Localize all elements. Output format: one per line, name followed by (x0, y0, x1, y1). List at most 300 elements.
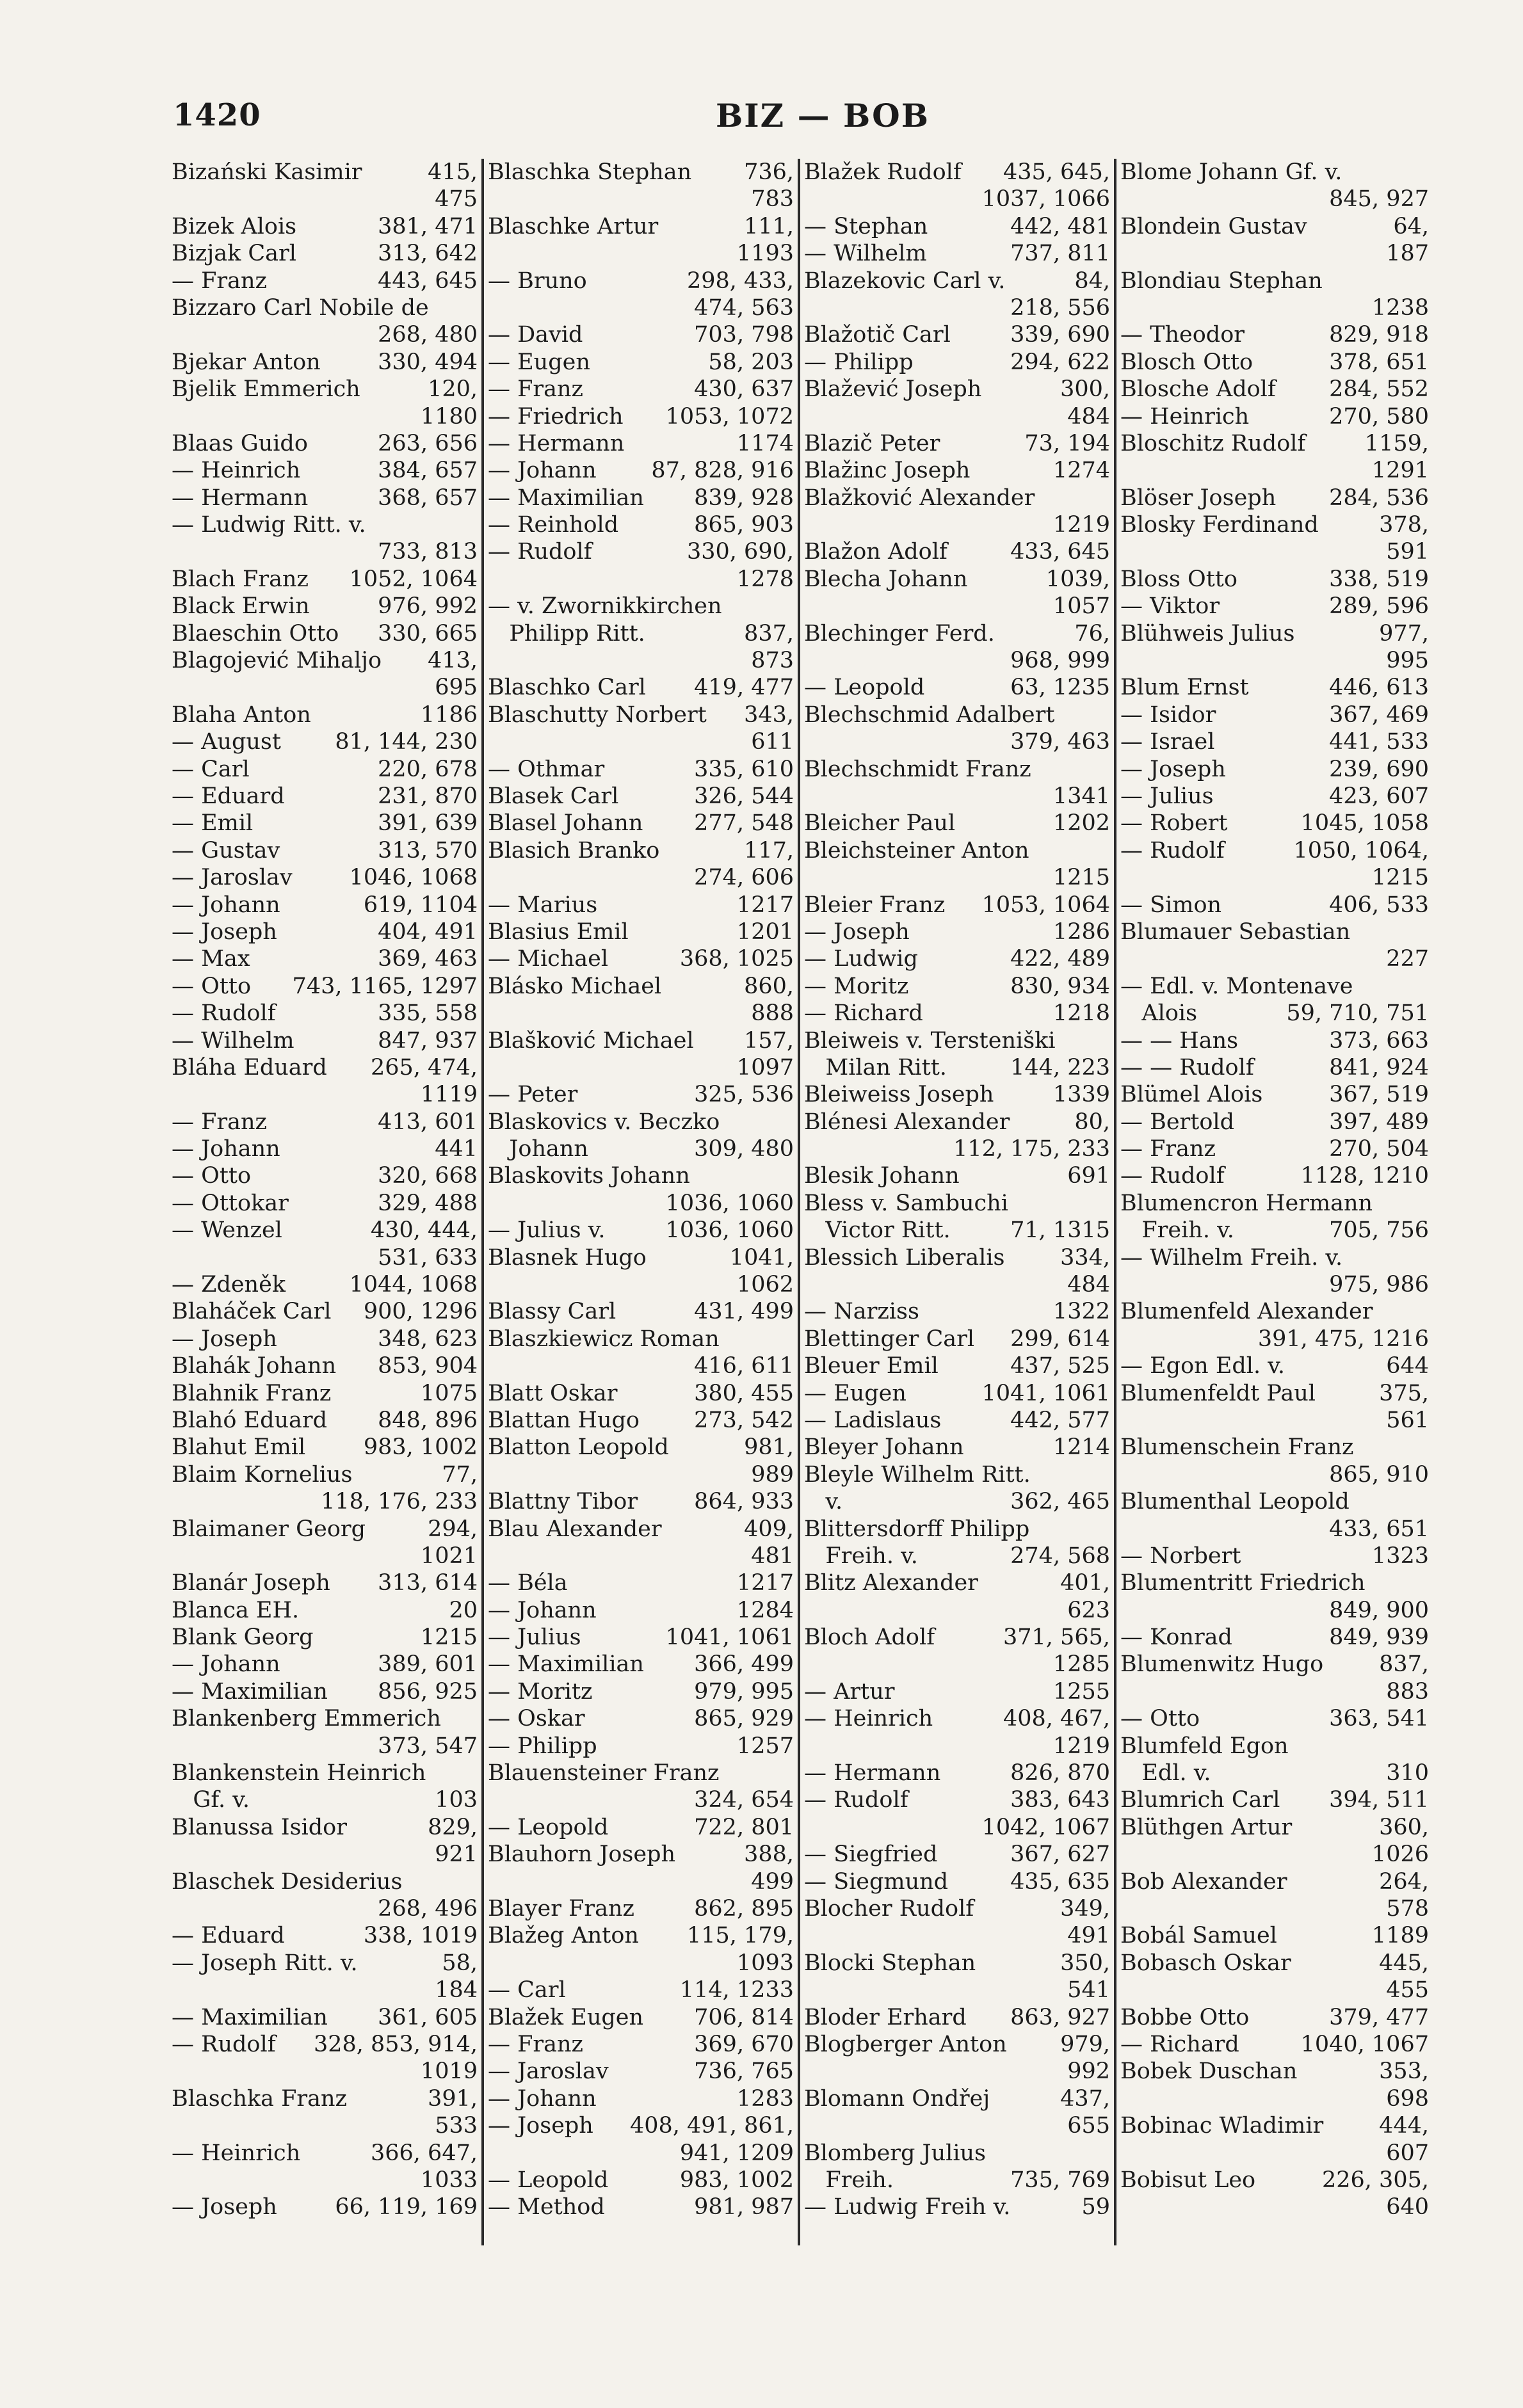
index-entry-line (1120, 1434, 1429, 1461)
index-entry-line (172, 566, 478, 593)
entry-name: — Method (488, 2194, 605, 2220)
entry-page-refs: 339, 690 (1010, 322, 1110, 348)
entry-name: Blaim Kornelius (172, 1461, 353, 1488)
entry-page-refs: 491 (1067, 1923, 1110, 1949)
index-entry-line (1120, 2112, 1429, 2139)
index-entry-line (1120, 2085, 1429, 2112)
entry-name: Blöser Joseph (1120, 485, 1277, 511)
entry-page-refs: 435, 645, (1003, 159, 1110, 185)
entry-name: — Leopold (488, 2167, 609, 2193)
index-entry-line (804, 2140, 1110, 2167)
entry-name: Bloss Otto (1120, 566, 1237, 592)
entry-page-refs: 367, 519 (1329, 1082, 1429, 1108)
index-entry-line (804, 1136, 1110, 1162)
index-entry-line (488, 864, 794, 891)
entry-page-refs: 845, 927 (1329, 186, 1429, 213)
index-entry-line (488, 1760, 794, 1786)
index-entry-line (172, 892, 478, 919)
index-entry-line (172, 756, 478, 783)
entry-page-refs: 437, (1060, 2085, 1110, 2112)
index-entry-line (1120, 1380, 1429, 1407)
index-entry-line (804, 1950, 1110, 1977)
index-entry-line (488, 702, 794, 728)
index-entry-line (172, 1244, 478, 1271)
entry-page-refs: 695 (435, 675, 478, 701)
entry-name: — — Rudolf (1120, 1054, 1254, 1080)
index-entry-line (804, 973, 1110, 1000)
index-entry-line (172, 240, 478, 267)
entry-name: Blühweis Julius (1120, 620, 1295, 646)
entry-name: Blayer Franz (488, 1896, 634, 1922)
index-entry-line (1120, 783, 1429, 810)
index-entry-line (804, 349, 1110, 376)
index-entry-line (488, 620, 794, 647)
index-entry-line (172, 1000, 478, 1027)
entry-page-refs: 84, (1074, 268, 1110, 294)
index-entry-line (172, 268, 478, 294)
entry-page-refs: 330, 690, (687, 539, 794, 565)
index-entry-line (1120, 1569, 1429, 1596)
index-entry-line (1120, 1760, 1429, 1786)
index-entry-line (488, 1434, 794, 1461)
entry-page-refs: 80, (1074, 1109, 1110, 1135)
entry-page-refs: 73, 194 (1024, 430, 1110, 456)
entry-page-refs: 313, 614 (378, 1570, 478, 1596)
index-entry-line (804, 403, 1110, 430)
entry-page-refs: 499 (751, 1868, 794, 1895)
entry-page-refs: 367, 627 (1010, 1842, 1110, 1868)
entry-page-refs: 328, 853, 914, (313, 2031, 478, 2057)
entry-name: Blaeschin Otto (172, 620, 339, 646)
entry-page-refs: 348, 623 (378, 1326, 478, 1352)
entry-page-refs: 375, (1379, 1380, 1429, 1406)
index-entry-line (1120, 1597, 1429, 1624)
index-entry-line (172, 2085, 478, 2112)
entry-name: Bloschitz Rudolf (1120, 430, 1306, 456)
entry-page-refs: 1186 (420, 702, 478, 728)
entry-name: Blasek Carl (488, 783, 619, 809)
entry-name: — Franz (488, 2031, 583, 2057)
entry-page-refs: 561 (1386, 1407, 1429, 1433)
entry-page-refs: 1062 (736, 1272, 794, 1298)
index-entry-line (804, 1895, 1110, 1922)
entry-page-refs: 1097 (736, 1054, 794, 1080)
entry-page-refs: 273, 542 (694, 1407, 794, 1433)
entry-page-refs: 976, 992 (378, 593, 478, 620)
entry-name: — Siegmund (804, 1868, 949, 1895)
entry-page-refs: 378, 651 (1329, 349, 1429, 375)
index-entry-line (172, 1977, 478, 2003)
index-entry-line (804, 376, 1110, 403)
index-entry-line (488, 1000, 794, 1027)
entry-name: Blomberg Julius (804, 2140, 987, 2166)
index-entry-line (488, 1705, 794, 1732)
index-entry-line (488, 2004, 794, 2031)
entry-page-refs: 737, 811 (1010, 241, 1110, 267)
index-entry-line (1120, 403, 1429, 430)
entry-name: Blénesi Alexander (804, 1109, 1010, 1135)
index-entry-line (1120, 1814, 1429, 1841)
entry-page-refs: 888 (751, 1000, 794, 1027)
index-entry-line (488, 213, 794, 240)
entry-page-refs: 1180 (420, 403, 478, 429)
entry-name: — Friedrich (488, 403, 624, 429)
entry-page-refs: 76, (1074, 620, 1110, 646)
index-entry-line (488, 1516, 794, 1543)
entry-page-refs: 77, (442, 1461, 478, 1488)
entry-page-refs: 391, 639 (378, 810, 478, 837)
index-entry-line (172, 1516, 478, 1543)
index-entry-line (804, 756, 1110, 783)
entry-page-refs: 853, 904 (378, 1353, 478, 1379)
entry-name: — — Hans (1120, 1027, 1239, 1054)
entry-page-refs: 350, (1060, 1950, 1110, 1976)
entry-page-refs: 1215 (1371, 865, 1429, 891)
entry-page-refs: 187 (1386, 241, 1429, 267)
entry-page-refs: 1214 (1052, 1434, 1110, 1461)
index-entry-line (804, 945, 1110, 972)
index-entry-line (172, 321, 478, 348)
index-entry-line (1120, 1922, 1429, 1949)
entry-name: — Rudolf (172, 1000, 276, 1027)
entry-name: Blaháček Carl (172, 1299, 332, 1325)
index-entry-line (1120, 1271, 1429, 1298)
entry-page-refs: 227 (1386, 946, 1429, 972)
index-entry-line (488, 1081, 794, 1108)
index-entry-line (172, 1705, 478, 1732)
index-entry-line (1120, 1326, 1429, 1352)
entry-name: Blettinger Carl (804, 1326, 975, 1352)
entry-page-refs: 324, 654 (694, 1787, 794, 1813)
entry-name: Philipp Ritt. (488, 620, 645, 646)
entry-page-refs: 313, 570 (378, 837, 478, 863)
entry-page-refs: 736, (744, 159, 794, 185)
entry-page-refs: 326, 544 (694, 783, 794, 809)
index-entry-line (1120, 1488, 1429, 1515)
entry-name: — Franz (172, 268, 267, 294)
entry-name: — Max (172, 946, 250, 972)
entry-name: Blahó Eduard (172, 1407, 328, 1433)
entry-name: — Franz (1120, 1136, 1216, 1162)
index-entry-line (488, 186, 794, 213)
entry-page-refs: 1323 (1371, 1543, 1429, 1569)
index-entry-line (804, 2004, 1110, 2031)
entry-name: Victor Ritt. (804, 1217, 951, 1244)
index-entry-line (172, 2004, 478, 2031)
index-entry-line (1120, 159, 1429, 186)
index-entry-line (488, 1651, 794, 1678)
index-entry-line (488, 1543, 794, 1569)
index-entry-line (804, 1000, 1110, 1027)
entry-name: Freih. v. (1120, 1217, 1234, 1244)
entry-name: Alois (1120, 1000, 1198, 1027)
entry-page-refs: 705, 756 (1329, 1217, 1429, 1244)
entry-page-refs: 338, 1019 (363, 1923, 478, 1949)
entry-page-refs: 1019 (420, 2059, 478, 2085)
entry-name: Blaas Guido (172, 430, 308, 456)
entry-name: — Rudolf (488, 539, 592, 565)
entry-page-refs: 441, 533 (1329, 729, 1429, 755)
entry-name: Blattan Hugo (488, 1407, 640, 1433)
entry-name: Bláha Eduard (172, 1054, 327, 1080)
entry-name: — Ludwig (804, 946, 918, 972)
entry-name: Blomann Ondřej (804, 2085, 990, 2112)
entry-page-refs: 362, 465 (1010, 1489, 1110, 1515)
index-entry-line (172, 945, 478, 972)
index-entry-line (804, 1760, 1110, 1786)
index-entry-line (804, 1081, 1110, 1108)
index-entry-line (1120, 349, 1429, 376)
entry-name: Blanár Joseph (172, 1570, 330, 1596)
entry-name: — Michael (488, 946, 609, 972)
entry-page-refs: 1093 (736, 1950, 794, 1976)
entry-name: — Edl. v. Montenave (1120, 973, 1353, 999)
entry-name: Blásko Michael (488, 973, 662, 999)
entry-page-refs: 849, 939 (1329, 1625, 1429, 1651)
entry-page-refs: 289, 596 (1329, 593, 1429, 620)
entry-page-refs: 1189 (1371, 1923, 1429, 1949)
entry-page-refs: 706, 814 (694, 2004, 794, 2030)
entry-name: Blankenstein Heinrich (172, 1760, 426, 1786)
entry-name: — Norbert (1120, 1543, 1241, 1569)
entry-name: Blitz Alexander (804, 1570, 978, 1596)
entry-page-refs: 349, (1060, 1896, 1110, 1922)
entry-page-refs: 862, 895 (694, 1896, 794, 1922)
entry-name: — Joseph (804, 919, 910, 945)
entry-name: — Otto (172, 973, 252, 999)
entry-name: Blecha Johann (804, 566, 968, 592)
entry-name: v. (804, 1489, 843, 1515)
entry-name: — Konrad (1120, 1625, 1232, 1651)
entry-page-refs: 484 (1067, 1272, 1110, 1298)
entry-page-refs: 829, (428, 1814, 478, 1840)
entry-page-refs: 325, 536 (694, 1082, 794, 1108)
index-entry-line (488, 349, 794, 376)
entry-page-refs: 591 (1386, 539, 1429, 565)
index-entry-line (488, 1054, 794, 1081)
index-entry-line (804, 1109, 1110, 1136)
entry-name: — Carl (172, 756, 250, 782)
entry-page-refs: 270, 580 (1329, 403, 1429, 429)
entry-page-refs: 59, 710, 751 (1286, 1000, 1429, 1027)
entry-name: Bleyer Johann (804, 1434, 964, 1461)
index-entry-line (488, 1136, 794, 1162)
entry-page-refs: 1045, 1058 (1300, 810, 1429, 837)
index-entry-line (1120, 2031, 1429, 2058)
index-entry-line (804, 2058, 1110, 2085)
index-entry-line (488, 1407, 794, 1434)
entry-page-refs: 1041, 1061 (665, 1625, 794, 1651)
index-entry-line (804, 2194, 1110, 2220)
entry-page-refs: 992 (1067, 2059, 1110, 2085)
entry-name: Bobisut Leo (1120, 2167, 1256, 2193)
entry-page-refs: 335, 610 (694, 756, 794, 782)
index-entry-line (804, 430, 1110, 457)
index-entry-line (172, 1081, 478, 1108)
index-entry-line (1120, 1352, 1429, 1379)
entry-name: — Viktor (1120, 593, 1220, 620)
entry-page-refs: 277, 548 (694, 810, 794, 837)
entry-name: Bobasch Oskar (1120, 1950, 1291, 1976)
index-entry-line (488, 1977, 794, 2003)
index-entry-line (488, 1950, 794, 1977)
entry-page-refs: 1041, 1061 (981, 1380, 1110, 1406)
entry-name: Blasius Emil (488, 919, 629, 945)
entry-page-refs: 391, (428, 2085, 478, 2112)
entry-page-refs: 1053, 1064 (981, 892, 1110, 918)
entry-page-refs: 968, 999 (1010, 648, 1110, 674)
entry-name: Blüthgen Artur (1120, 1814, 1293, 1840)
entry-page-refs: 433, 651 (1329, 1516, 1429, 1542)
index-entry-line (172, 2194, 478, 2220)
entry-name: Blatton Leopold (488, 1434, 669, 1461)
entry-name: Johann (488, 1136, 588, 1162)
entry-name: — Egon Edl. v. (1120, 1353, 1285, 1379)
index-entry-line (488, 892, 794, 919)
entry-page-refs: 1274 (1052, 458, 1110, 484)
index-entry-line (804, 837, 1110, 864)
index-entry-line (172, 702, 478, 728)
entry-name: — Rudolf (804, 1787, 908, 1813)
entry-name: — Julius (1120, 783, 1214, 809)
entry-page-refs: 1041, (729, 1244, 794, 1271)
index-entry-line (1120, 1733, 1429, 1760)
index-entry-line (488, 403, 794, 430)
entry-page-refs: 1283 (736, 2085, 794, 2112)
entry-name: Bizzaro Carl Nobile de (172, 294, 429, 321)
entry-page-refs: 445, (1379, 1950, 1429, 1976)
entry-page-refs: 64, (1393, 213, 1429, 239)
entry-name: Blažon Adolf (804, 539, 947, 565)
entry-page-refs: 416, 611 (694, 1353, 794, 1379)
entry-name: Blum Ernst (1120, 675, 1249, 701)
entry-name: Blocher Rudolf (804, 1896, 974, 1922)
entry-page-refs: 20 (449, 1597, 478, 1623)
index-entry-line (804, 1841, 1110, 1868)
index-entry-line (1120, 1217, 1429, 1244)
index-entry-line (488, 1597, 794, 1624)
entry-name: Blaimaner Georg (172, 1516, 366, 1542)
index-entry-line (172, 1786, 478, 1813)
entry-page-refs: 623 (1067, 1597, 1110, 1623)
index-entry-line (1120, 1081, 1429, 1108)
entry-name: Blattny Tibor (488, 1489, 638, 1515)
index-entry-line (804, 1651, 1110, 1678)
entry-name: Bleicher Paul (804, 810, 956, 837)
entry-name: — Rudolf (1120, 1163, 1225, 1189)
index-entry-line (488, 647, 794, 674)
index-entry-line (1120, 810, 1429, 837)
index-entry-line (1120, 1298, 1429, 1325)
index-entry-line (1120, 1950, 1429, 1977)
entry-page-refs: 736, 765 (694, 2059, 794, 2085)
entry-page-refs: 383, 643 (1010, 1787, 1110, 1813)
index-entry-line (172, 1733, 478, 1760)
index-entry-line (1120, 1461, 1429, 1488)
entry-page-refs: 837, (1379, 1651, 1429, 1678)
index-entry-line (804, 485, 1110, 511)
index-entry-line (1120, 1786, 1429, 1813)
index-entry-line (488, 1895, 794, 1922)
index-entry-line (804, 1488, 1110, 1515)
entry-page-refs: 1021 (420, 1543, 478, 1569)
entry-name: — Leopold (804, 675, 925, 701)
index-columns (168, 159, 1448, 2245)
index-entry-line (1120, 593, 1429, 620)
entry-name: Freih. (804, 2167, 894, 2193)
index-entry-line (804, 1922, 1110, 1949)
index-entry-line (804, 1244, 1110, 1271)
entry-page-refs: 1215 (1052, 865, 1110, 891)
entry-page-refs: 401, (1060, 1570, 1110, 1596)
entry-name: Blechinger Ferd. (804, 620, 995, 646)
index-entry-line (804, 1977, 1110, 2003)
entry-name: Blumenfeldt Paul (1120, 1380, 1316, 1406)
index-entry-line (1120, 430, 1429, 457)
entry-name: — Simon (1120, 892, 1222, 918)
index-entry-line (488, 240, 794, 267)
index-entry-line (804, 1733, 1110, 1760)
entry-page-refs: 1219 (1052, 512, 1110, 538)
entry-page-refs: 848, 896 (378, 1407, 478, 1433)
index-entry-line (172, 1624, 478, 1651)
entry-name: — Eugen (488, 349, 590, 375)
entry-name: — Johann (488, 2085, 597, 2112)
index-entry-line (1120, 892, 1429, 919)
index-entry-line (172, 1271, 478, 1298)
entry-name: — Julius (488, 1625, 581, 1651)
entry-page-refs: 63, 1235 (1010, 675, 1110, 701)
entry-name: Blasich Branko (488, 837, 660, 863)
entry-page-refs: 368, 657 (378, 485, 478, 511)
index-entry-line (488, 268, 794, 294)
index-entry-line (172, 2058, 478, 2085)
entry-name: — Ladislaus (804, 1407, 942, 1433)
entry-name: Blumenschein Franz (1120, 1434, 1354, 1461)
entry-name: Bobbe Otto (1120, 2004, 1250, 2030)
index-entry-line (172, 647, 478, 674)
index-entry-line (488, 1569, 794, 1596)
entry-name: Blondiau Stephan (1120, 268, 1323, 294)
index-entry-line (172, 1895, 478, 1922)
index-entry-line (1120, 321, 1429, 348)
entry-page-refs: 144, 223 (1010, 1054, 1110, 1080)
entry-name: Bleuer Emil (804, 1353, 939, 1379)
entry-page-refs: 1036, 1060 (665, 1190, 794, 1216)
entry-page-refs: 435, 635 (1010, 1868, 1110, 1895)
index-entry-line (804, 892, 1110, 919)
index-entry-line (172, 1298, 478, 1325)
entry-name: — Franz (172, 1109, 267, 1135)
index-entry-line (804, 213, 1110, 240)
entry-name: — August (172, 729, 281, 755)
entry-page-refs: 607 (1386, 2140, 1429, 2166)
entry-name: — Moritz (488, 1678, 593, 1705)
index-entry-line (804, 1326, 1110, 1352)
entry-name: — Maximilian (172, 1678, 328, 1705)
entry-page-refs: 397, 489 (1329, 1109, 1429, 1135)
entry-page-refs: 343, (744, 702, 794, 728)
entry-name: — Ludwig Freih v. (804, 2194, 1011, 2220)
entry-page-refs: 408, 467, (1003, 1706, 1110, 1732)
entry-name: — Robert (1120, 810, 1228, 837)
entry-page-refs: 117, (744, 837, 794, 863)
index-entry-line (172, 1352, 478, 1379)
entry-name: — Wenzel (172, 1217, 282, 1244)
index-entry-line (172, 1814, 478, 1841)
entry-page-refs: 329, 488 (378, 1190, 478, 1216)
entry-page-refs: 865, 929 (694, 1706, 794, 1732)
